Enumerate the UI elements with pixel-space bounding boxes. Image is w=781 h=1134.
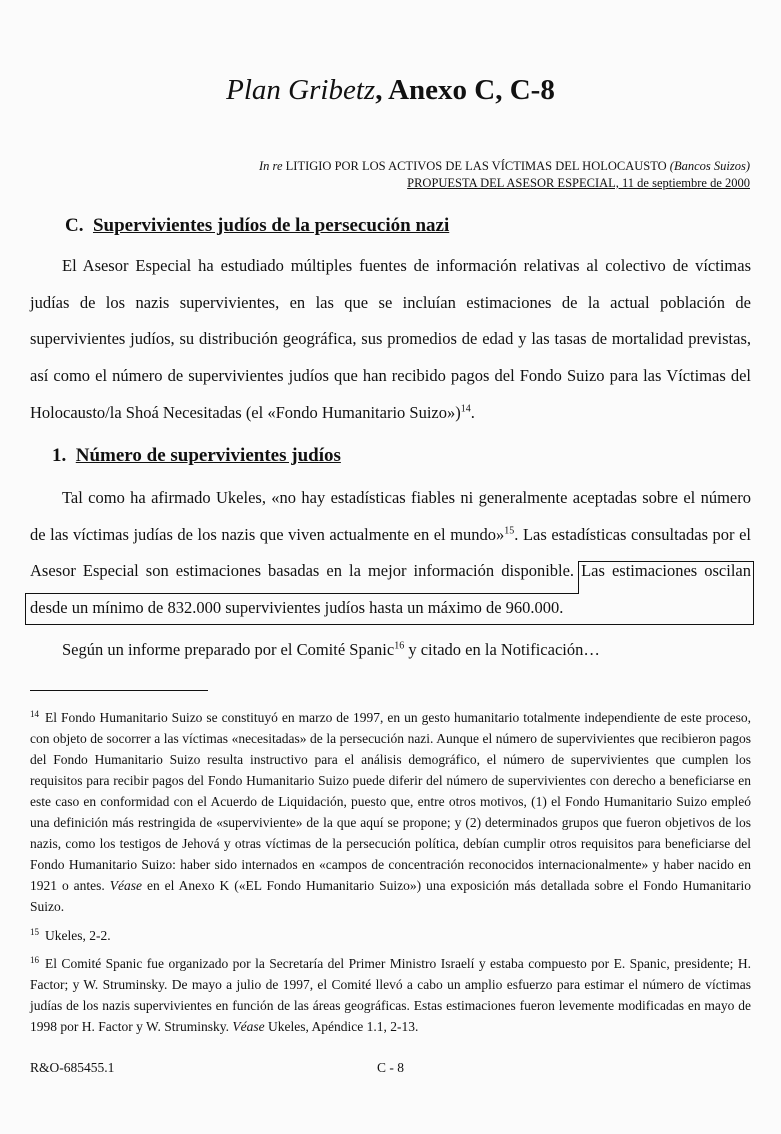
section-1-text-b: . Las estadísticas consultadas por el Asesor Especial son estimaciones basadas en la mejor información disponible. [30, 524, 751, 581]
footnote-15-text: Ukeles, 2-2. [45, 928, 111, 943]
highlight-box-join [25, 593, 578, 594]
section-1-number: 1. [52, 445, 67, 466]
section-c-paragraph [30, 248, 751, 432]
case-ref-line2: PROPUESTA DEL ASESOR ESPECIAL, 11 de septiembre de 2000 [407, 176, 750, 190]
footnote-ref-16[interactable]: 16 [394, 640, 405, 652]
section-1-paragraph [30, 480, 751, 627]
footnote-16-text-a: El Comité Spanic fue organizado por la Secretaría del Primer Ministro Israelí y estaba compuesto por E. Spanic, presidente; H. Factor; y W. Struminsky. De mayo a julio de 1997, el Comité llevó a cabo un amplio esfuerzo para estimar el número de víctimas judías de los nazis supervivientes en función de las áreas geográficas. Estas estimaciones fueron levemente modificadas en mayo de 1998 por H. Factor y W. Struminsky. [30, 956, 751, 1034]
footnote-ref-15[interactable]: 15 [504, 525, 515, 537]
footnote-14-text-b: en el Anexo K («EL Fondo Humanitario Suizo») una exposición más detallada sobre el Fondo Humanitario Suizo. [30, 878, 751, 914]
boxed-highlight-text: Las estimaciones oscilan desde un mínimo de 832.000 supervivientes judíos hasta un máximo de 960.000. [30, 561, 751, 618]
footnote-separator [30, 690, 208, 691]
case-reference [190, 158, 750, 192]
case-ref-prefix: In re [259, 159, 283, 173]
footnote-14-text-a: El Fondo Humanitario Suizo se constituyó en marzo de 1997, en un gesto humanitario totalmente independiente de este proceso, con objeto de socorrer a las víctimas «necesitadas» de la persecución nazi. Aunque el número de supervivientes que recibieron pagos del Fondo Humanitario Suizo resulta instructivo para el análisis demográfico, el número de supervivientes que cumplen los requisitos para recibir pagos del Fondo Humanitario Suizo puede diferir del número de supervivientes con derecho a beneficiarse en este caso en conformidad con el Acuerdo de Liquidación, puesto que, entre otros motivos, (1) el Fondo Humanitario Suizo empleó una definición más restringida de «superviviente» de la que aquí se propone; y (2) determinados grupos que fueron objetivos de los nazis, como los testigos de Jehová y otras víctimas de la persecución política, debían cumplir otros requisitos para beneficiarse del Fondo Humanitario Suizo: haber sido internados en «campos de concentración reconocidos internacionalmente» y haber nacido en 1921 o antes. [30, 710, 751, 893]
footnote-ref-14[interactable]: 14 [460, 403, 471, 415]
footnote-14 [30, 707, 751, 917]
case-ref-line1 [190, 158, 750, 175]
section-1-text-d: y citado en la Notificación… [404, 640, 600, 659]
section-c-number: C. [65, 215, 84, 236]
page-number: C - 8 [377, 1060, 404, 1075]
section-1-paragraph-2 [30, 632, 751, 669]
footnote-15-number: 15 [30, 926, 39, 937]
footnote-15 [30, 925, 751, 946]
footnote-16-italic: Véase [232, 1019, 265, 1034]
footnote-16 [30, 953, 751, 1037]
section-1-heading [52, 445, 341, 467]
section-1-title: Número de supervivientes judíos [75, 445, 341, 466]
section-c-title: Supervivientes judíos de la persecución nazi [92, 215, 450, 236]
page-title [0, 74, 781, 107]
section-c-text: El Asesor Especial ha estudiado múltiples fuentes de información relativas al colectivo de víctimas judías de los nazis supervivientes, en las que se incluían estimaciones de la actual población de supervivientes judíos, su distribución geográfica, sus promedios de edad y las tasas de mortalidad previstas, así como el número de supervivientes judíos que han recibido pagos del Fondo Suizo para las Víctimas del Holocausto/la Shoá Necesitadas (el «Fondo Humanitario Suizo») [30, 256, 751, 422]
section-1-text-a: Tal como ha afirmado Ukeles, «no hay estadísticas fiables ni generalmente aceptadas sobre el número de las víctimas judías de los nazis que viven actualmente en el mundo» [30, 488, 751, 544]
section-c-heading [65, 215, 449, 237]
section-c-text-end: . [470, 402, 475, 422]
footnote-14-italic: Véase [109, 878, 142, 893]
footnote-14-number: 14 [30, 708, 39, 719]
section-1-text-c: Según un informe preparado por el Comité Spanic [62, 640, 395, 659]
footnote-16-number: 16 [30, 954, 39, 965]
document-id: R&O-685455.1 [30, 1060, 115, 1075]
case-ref-suffix: (Bancos Suizos) [669, 159, 750, 173]
footnote-16-text-b: Ukeles, Apéndice 1.1, 2-13. [264, 1019, 419, 1034]
title-italic: Plan Gribetz [226, 74, 376, 106]
case-ref-main: LITIGIO POR LOS ACTIVOS DE LAS VÍCTIMAS DEL HOLOCAUSTO [282, 159, 670, 173]
title-rest: , Anexo C, C-8 [375, 74, 555, 106]
